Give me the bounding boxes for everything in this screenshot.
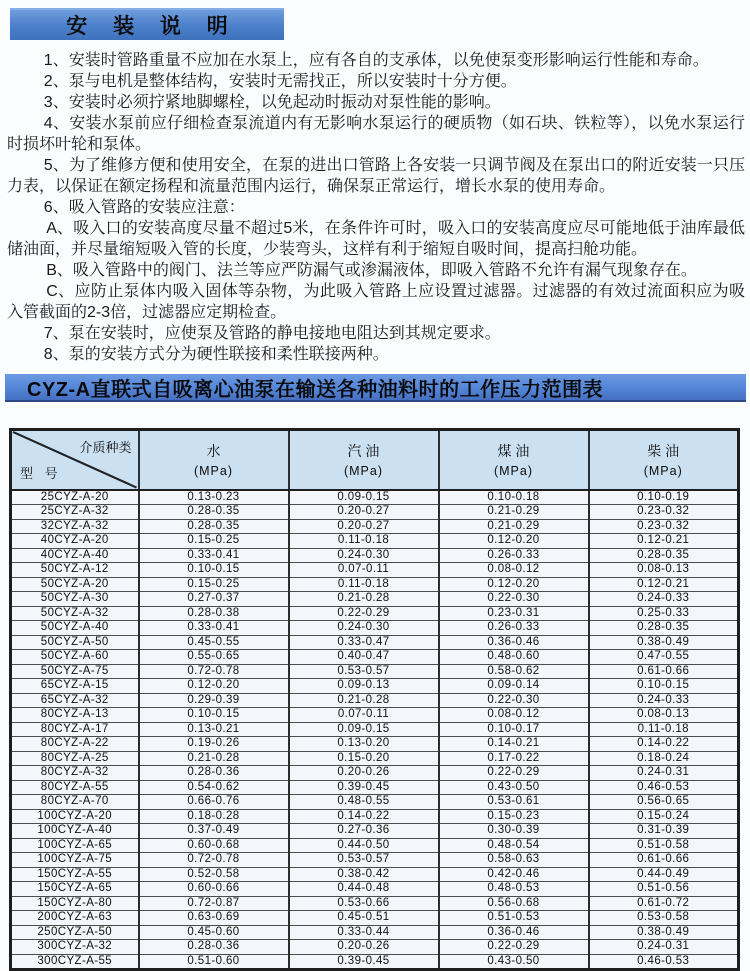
pressure-value-cell: 0.42-0.46 [439,867,589,882]
pressure-value-cell: 0.09-0.15 [289,490,439,505]
pressure-value-cell: 0.13-0.20 [289,737,439,752]
pressure-value-cell: 0.31-0.39 [589,824,739,839]
pressure-value-cell: 0.22-0.29 [439,940,589,955]
table-row [11,809,739,824]
pressure-value-cell: 0.33-0.44 [289,925,439,940]
pressure-value-cell: 0.28-0.35 [139,519,289,534]
pressure-table-banner [5,374,746,402]
table-row [11,954,739,970]
pressure-value-cell: 0.23-0.31 [439,606,589,621]
table-row [11,592,739,607]
instruction-paragraph: 4、安装水泵前应仔细检查泵流道内有无影响水泵运行的硬质物（如石块、铁粒等），以免水泵运行时损坏叶轮和泵体。 [7,115,745,153]
table-row [11,505,739,520]
table-row [11,824,739,839]
pressure-value-cell: 0.46-0.53 [589,954,739,970]
pressure-value-cell: 0.53-0.66 [289,896,439,911]
pressure-value-cell: 0.45-0.51 [289,911,439,926]
pressure-value-cell: 0.48-0.53 [439,882,589,897]
table-row [11,519,739,534]
instruction-paragraph: 1、安装时管路重量不应加在水泵上，应有各自的支承体，以免使泵变形影响运行性能和寿命。 [43,52,709,69]
pressure-value-cell: 0.39-0.45 [289,954,439,970]
pressure-value-cell: 0.38-0.49 [589,925,739,940]
pressure-value-cell: 0.07-0.11 [289,563,439,578]
model-cell: 100CYZ-A-65 [11,838,139,853]
pressure-value-cell: 0.53-0.58 [589,911,739,926]
pressure-value-cell: 0.27-0.37 [139,592,289,607]
instruction-paragraph: 6、吸入管路的安装应注意： [43,199,245,216]
header-row [11,430,739,490]
pressure-value-cell: 0.19-0.26 [139,737,289,752]
pressure-value-cell: 0.51-0.53 [439,911,589,926]
pressure-value-cell: 0.72-0.87 [139,896,289,911]
pressure-value-cell: 0.10-0.17 [439,722,589,737]
pressure-value-cell: 0.20-0.26 [289,766,439,781]
column-header-kerosene: 煤 油 (MPa) [439,430,589,490]
pressure-value-cell: 0.24-0.33 [589,592,739,607]
pressure-table [9,428,740,971]
pressure-value-cell: 0.10-0.15 [139,563,289,578]
model-cell: 80CYZ-A-55 [11,780,139,795]
pressure-value-cell: 0.10-0.19 [589,490,739,505]
pressure-value-cell: 0.46-0.53 [589,780,739,795]
pressure-value-cell: 0.61-0.66 [589,664,739,679]
table-row [11,664,739,679]
table-row [11,940,739,955]
pressure-value-cell: 0.30-0.39 [439,824,589,839]
pressure-value-cell: 0.72-0.78 [139,664,289,679]
table-row [11,737,739,752]
pressure-value-cell: 0.15-0.20 [289,751,439,766]
model-cell: 300CYZ-A-55 [11,954,139,970]
pressure-value-cell: 0.56-0.65 [589,795,739,810]
pressure-value-cell: 0.23-0.32 [589,519,739,534]
table-row [11,867,739,882]
pressure-value-cell: 0.44-0.50 [289,838,439,853]
install-title-bar [10,8,284,40]
table-row [11,780,739,795]
model-cell: 25CYZ-A-32 [11,505,139,520]
pressure-value-cell: 0.60-0.68 [139,838,289,853]
model-cell: 250CYZ-A-50 [11,925,139,940]
model-cell: 25CYZ-A-20 [11,490,139,505]
model-cell: 50CYZ-A-20 [11,577,139,592]
pressure-value-cell: 0.12-0.20 [439,534,589,549]
model-cell: 80CYZ-A-32 [11,766,139,781]
model-cell: 65CYZ-A-32 [11,693,139,708]
pressure-value-cell: 0.08-0.13 [589,708,739,723]
pressure-value-cell: 0.51-0.60 [139,954,289,970]
pressure-value-cell: 0.56-0.68 [439,896,589,911]
pressure-value-cell: 0.54-0.62 [139,780,289,795]
pressure-value-cell: 0.43-0.50 [439,780,589,795]
pressure-value-cell: 0.48-0.54 [439,838,589,853]
pressure-value-cell: 0.61-0.72 [589,896,739,911]
pressure-value-cell: 0.43-0.50 [439,954,589,970]
pressure-value-cell: 0.09-0.15 [289,722,439,737]
pressure-value-cell: 0.15-0.25 [139,534,289,549]
pressure-value-cell: 0.24-0.30 [289,548,439,563]
table-row [11,490,739,505]
installation-instructions [7,50,745,365]
model-cell: 32CYZ-A-32 [11,519,139,534]
column-header-diesel: 柴 油 (MPa) [589,430,739,490]
pressure-value-cell: 0.26-0.33 [439,621,589,636]
pressure-value-cell: 0.22-0.30 [439,592,589,607]
pressure-value-cell: 0.11-0.18 [589,722,739,737]
pressure-value-cell: 0.12-0.20 [439,577,589,592]
table-row [11,795,739,810]
table-row [11,853,739,868]
pressure-value-cell: 0.45-0.60 [139,925,289,940]
pressure-value-cell: 0.58-0.63 [439,853,589,868]
pressure-value-cell: 0.12-0.20 [139,679,289,694]
table-row [11,708,739,723]
pressure-value-cell: 0.44-0.49 [589,867,739,882]
instruction-paragraph: 2、泵与电机是整体结构，安装时无需找正，所以安装时十分方便。 [43,73,517,90]
pressure-value-cell: 0.14-0.22 [289,809,439,824]
model-cell: 80CYZ-A-13 [11,708,139,723]
pressure-value-cell: 0.08-0.12 [439,708,589,723]
pressure-value-cell: 0.10-0.15 [589,679,739,694]
pressure-value-cell: 0.11-0.18 [289,577,439,592]
model-cell: 65CYZ-A-15 [11,679,139,694]
pressure-value-cell: 0.23-0.32 [589,505,739,520]
pressure-value-cell: 0.20-0.27 [289,519,439,534]
model-cell: 150CYZ-A-80 [11,896,139,911]
pressure-value-cell: 0.28-0.35 [589,548,739,563]
pressure-value-cell: 0.28-0.35 [589,621,739,636]
model-cell: 50CYZ-A-50 [11,635,139,650]
pressure-value-cell: 0.33-0.41 [139,621,289,636]
pressure-value-cell: 0.36-0.46 [439,925,589,940]
pressure-value-cell: 0.12-0.21 [589,534,739,549]
pressure-value-cell: 0.28-0.36 [139,766,289,781]
pressure-value-cell: 0.24-0.33 [589,693,739,708]
model-cell: 100CYZ-A-40 [11,824,139,839]
table-row [11,693,739,708]
pressure-value-cell: 0.33-0.41 [139,548,289,563]
pressure-value-cell: 0.13-0.21 [139,722,289,737]
pressure-value-cell: 0.40-0.47 [289,650,439,665]
table-row [11,563,739,578]
pressure-table-wrap [9,428,740,971]
table-row [11,882,739,897]
pressure-value-cell: 0.17-0.22 [439,751,589,766]
pressure-value-cell: 0.51-0.58 [589,838,739,853]
pressure-value-cell: 0.14-0.21 [439,737,589,752]
pressure-value-cell: 0.45-0.55 [139,635,289,650]
pressure-value-cell: 0.21-0.28 [289,592,439,607]
pressure-value-cell: 0.28-0.38 [139,606,289,621]
pressure-value-cell: 0.60-0.66 [139,882,289,897]
pressure-value-cell: 0.07-0.11 [289,708,439,723]
instruction-paragraph: 5、为了维修方便和使用安全，在泵的进出口管路上各安装一只调节阀及在泵出口的附近安装一只压力表，以保证在额定扬程和流量范围内运行，确保泵正常运行，增长水泵的使用寿命。 [7,157,745,195]
pressure-value-cell: 0.61-0.66 [589,853,739,868]
pressure-value-cell: 0.63-0.69 [139,911,289,926]
pressure-value-cell: 0.10-0.18 [439,490,589,505]
pressure-value-cell: 0.21-0.28 [289,693,439,708]
table-row [11,925,739,940]
instruction-paragraph: 3、安装时必须拧紧地脚螺栓，以免起动时振动对泵性能的影响。 [43,94,501,111]
pressure-value-cell: 0.20-0.27 [289,505,439,520]
pressure-value-cell: 0.15-0.25 [139,577,289,592]
table-row [11,650,739,665]
instruction-paragraph: B、吸入管路中的阀门、法兰等应严防漏气或渗漏液体，即吸入管路不允许有漏气现象存在。 [46,262,697,279]
table-row [11,635,739,650]
pressure-value-cell: 0.08-0.12 [439,563,589,578]
pressure-value-cell: 0.15-0.24 [589,809,739,824]
pressure-value-cell: 0.58-0.62 [439,664,589,679]
pressure-value-cell: 0.55-0.65 [139,650,289,665]
pressure-value-cell: 0.21-0.29 [439,505,589,520]
pressure-value-cell: 0.22-0.30 [439,693,589,708]
pressure-value-cell: 0.26-0.33 [439,548,589,563]
model-cell: 150CYZ-A-55 [11,867,139,882]
pressure-value-cell: 0.28-0.35 [139,505,289,520]
instruction-paragraph: A、吸入口的安装高度尽量不超过5米，在条件许可时，吸入口的安装高度应尽可能地低于油库最低储油面，并尽量缩短吸入管的长度，少装弯头，这样有利于缩短自吸时间，提高扫舱功能。 [7,220,745,258]
pressure-value-cell: 0.20-0.26 [289,940,439,955]
pressure-value-cell: 0.22-0.29 [439,766,589,781]
pressure-value-cell: 0.28-0.36 [139,940,289,955]
model-cell: 50CYZ-A-12 [11,563,139,578]
model-cell: 40CYZ-A-40 [11,548,139,563]
table-row [11,766,739,781]
table-row [11,722,739,737]
pressure-value-cell: 0.52-0.58 [139,867,289,882]
model-cell: 50CYZ-A-75 [11,664,139,679]
model-cell: 100CYZ-A-75 [11,853,139,868]
pressure-value-cell: 0.39-0.45 [289,780,439,795]
pressure-value-cell: 0.08-0.13 [589,563,739,578]
pressure-value-cell: 0.27-0.36 [289,824,439,839]
model-cell: 50CYZ-A-60 [11,650,139,665]
pressure-value-cell: 0.37-0.49 [139,824,289,839]
model-cell: 50CYZ-A-30 [11,592,139,607]
table-row [11,911,739,926]
model-cell: 40CYZ-A-20 [11,534,139,549]
pressure-value-cell: 0.24-0.31 [589,766,739,781]
table-row [11,606,739,621]
pressure-value-cell: 0.66-0.76 [139,795,289,810]
pressure-value-cell: 0.53-0.61 [439,795,589,810]
table-row [11,577,739,592]
pressure-value-cell: 0.18-0.24 [589,751,739,766]
instruction-paragraph: 8、泵的安装方式分为硬性联接和柔性联接两种。 [43,346,389,363]
table-row [11,621,739,636]
pressure-table-banner-text: CYZ-A直联式自吸离心油泵在输送各种油料时的工作压力范围表 [27,378,604,401]
model-cell: 200CYZ-A-63 [11,911,139,926]
model-cell: 100CYZ-A-20 [11,809,139,824]
pressure-value-cell: 0.24-0.31 [589,940,739,955]
pressure-value-cell: 0.21-0.28 [139,751,289,766]
model-cell: 50CYZ-A-40 [11,621,139,636]
pressure-value-cell: 0.53-0.57 [289,853,439,868]
corner-cell [11,430,139,490]
model-cell: 80CYZ-A-70 [11,795,139,810]
pressure-value-cell: 0.13-0.23 [139,490,289,505]
pressure-value-cell: 0.15-0.23 [439,809,589,824]
model-cell: 80CYZ-A-25 [11,751,139,766]
install-title-text: 安 装 说 明 [66,15,238,38]
model-cell: 80CYZ-A-17 [11,722,139,737]
table-row [11,751,739,766]
table-row [11,679,739,694]
pressure-value-cell: 0.09-0.13 [289,679,439,694]
pressure-value-cell: 0.22-0.29 [289,606,439,621]
pressure-value-cell: 0.51-0.56 [589,882,739,897]
pressure-value-cell: 0.38-0.49 [589,635,739,650]
table-row [11,896,739,911]
model-cell: 50CYZ-A-32 [11,606,139,621]
table-row [11,534,739,549]
table-row [11,548,739,563]
pressure-value-cell: 0.21-0.29 [439,519,589,534]
model-cell: 150CYZ-A-65 [11,882,139,897]
pressure-value-cell: 0.48-0.60 [439,650,589,665]
pressure-value-cell: 0.53-0.57 [289,664,439,679]
pressure-value-cell: 0.36-0.46 [439,635,589,650]
pressure-value-cell: 0.29-0.39 [139,693,289,708]
pressure-value-cell: 0.38-0.42 [289,867,439,882]
pressure-value-cell: 0.09-0.14 [439,679,589,694]
corner-label-media: 介质种类 [79,440,132,455]
instruction-paragraph: 7、泵在安装时，应使泵及管路的静电接地电阻达到其规定要求。 [43,325,501,342]
pressure-value-cell: 0.14-0.22 [589,737,739,752]
pressure-value-cell: 0.48-0.55 [289,795,439,810]
column-header-gasoline: 汽 油 (MPa) [289,430,439,490]
model-cell: 80CYZ-A-22 [11,737,139,752]
pressure-value-cell: 0.33-0.47 [289,635,439,650]
table-row [11,838,739,853]
pressure-value-cell: 0.18-0.28 [139,809,289,824]
corner-label-model: 型 号 [20,465,62,481]
column-header-water: 水 (MPa) [139,430,289,490]
instruction-paragraph: C、应防止泵体内吸入固体等杂物，为此吸入管路上应设置过滤器。过滤器的有效过流面积应为吸入管截面的2-3倍，过滤器应定期检查。 [7,283,745,321]
pressure-value-cell: 0.44-0.48 [289,882,439,897]
pressure-value-cell: 0.11-0.18 [289,534,439,549]
pressure-value-cell: 0.25-0.33 [589,606,739,621]
pressure-value-cell: 0.72-0.78 [139,853,289,868]
pressure-value-cell: 0.47-0.55 [589,650,739,665]
pressure-value-cell: 0.12-0.21 [589,577,739,592]
pressure-value-cell: 0.24-0.30 [289,621,439,636]
pressure-value-cell: 0.10-0.15 [139,708,289,723]
model-cell: 300CYZ-A-32 [11,940,139,955]
